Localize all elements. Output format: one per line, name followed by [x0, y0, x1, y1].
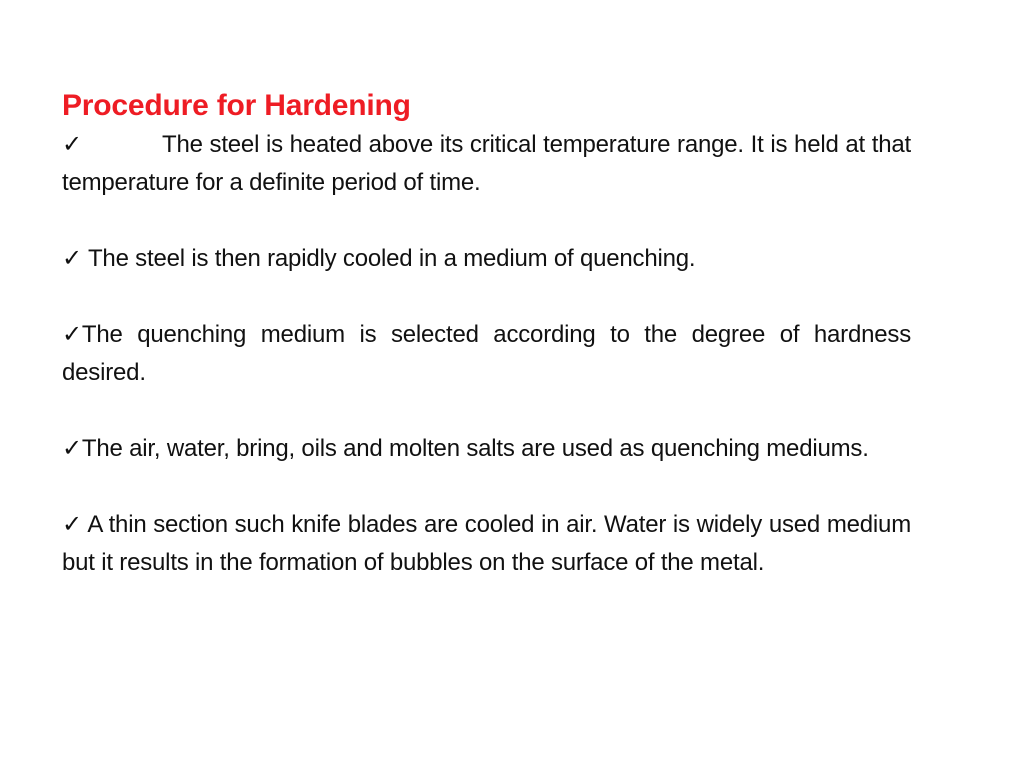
- bullet-text-1: The steel is heated above its critical temperature range. It is held at that temperature for a definite period of time.: [62, 131, 911, 196]
- spacer: [62, 202, 911, 240]
- bullet-text-3: The quenching medium is selected according to the degree of hardness desired.: [62, 321, 911, 386]
- checkmark-icon: ✓: [62, 131, 82, 158]
- bullet-point-5: [62, 506, 911, 582]
- spacer: [62, 392, 911, 430]
- slide-content: [62, 86, 911, 582]
- bullet-point-2: [62, 240, 911, 278]
- bullet-text-2: The steel is then rapidly cooled in a medium of quenching.: [81, 245, 696, 272]
- bullet-point-3: [62, 316, 911, 392]
- checkmark-icon: ✓: [62, 511, 82, 538]
- checkmark-icon: ✓: [62, 245, 82, 272]
- checkmark-icon: ✓: [62, 435, 82, 462]
- spacer: [62, 468, 911, 506]
- bullet-text-5: A thin section such knife blades are cooled in air. Water is widely used medium but it results in the formation of bubbles on the surface of the metal.: [62, 511, 911, 576]
- spacer: [62, 278, 911, 316]
- bullet-point-1: [62, 126, 911, 202]
- bullet-point-4: [62, 430, 911, 468]
- slide-title: Procedure for Hardening: [62, 89, 411, 122]
- bullet-text-4: The air, water, bring, oils and molten salts are used as quenching mediums.: [81, 435, 869, 462]
- checkmark-icon: ✓: [62, 321, 82, 348]
